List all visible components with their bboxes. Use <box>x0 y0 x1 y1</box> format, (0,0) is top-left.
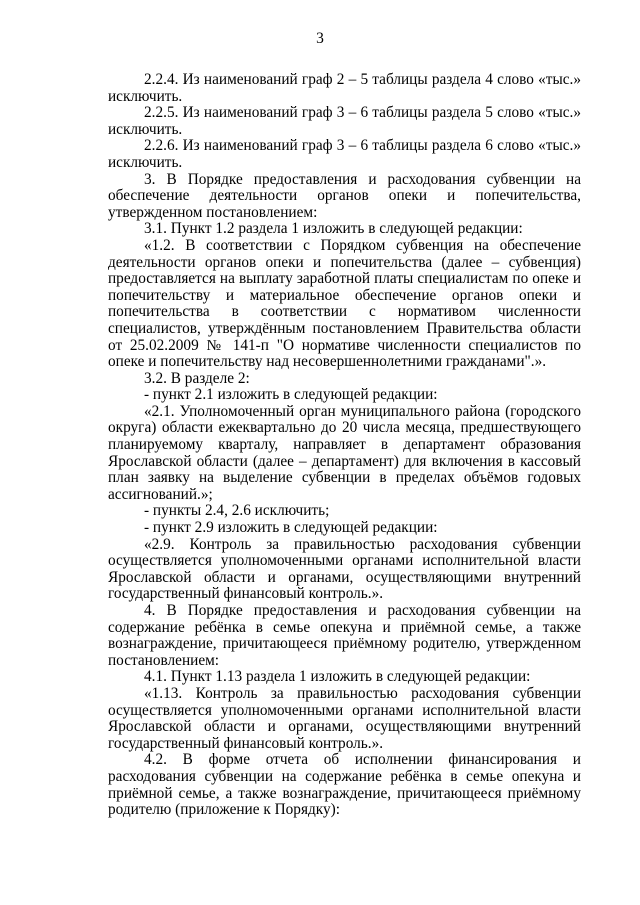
list-item-2-4-2-6: - пункты 2.4, 2.6 исключить; <box>144 502 330 520</box>
paragraph-2-2-5: 2.2.5. Из наименований граф 3 – 6 таблицы раздела 5 слово «тыс.» исключить. <box>108 104 581 138</box>
paragraph-2-2-6: 2.2.6. Из наименований граф 3 – 6 таблицы раздела 6 слово «тыс.» исключить. <box>108 137 581 171</box>
paragraph-2-2-4: 2.2.4. Из наименований граф 2 – 5 таблицы раздела 4 слово «тыс.» исключить. <box>108 71 581 105</box>
quote-2-1: «2.1. Уполномоченный орган муниципального района (городского округа) области ежеквартально до 20 числа месяца, предшествующего планируемому кварталу, направляет в департамент образования Ярославской области (далее – департамент) для включения в кассовый план заявку на выделение субвенции в пределах объёмов годовых ассигнований.»; <box>108 402 581 503</box>
quote-2-9: «2.9. Контроль за правильностью расходования субвенции осуществляется уполномоченными органами исполнительной власти Ярославской области и органами, осуществляющими внутренний государственный финансовый контроль.». <box>108 535 581 603</box>
quote-1-2: «1.2. В соответствии с Порядком субвенция на обеспечение деятельности органов опеки и попечительства (далее – субвенция) предоставляется на выплату заработной платы специалистам по опеке и попечительству и материальное обеспечение органов опеки и попечительства в соответствии с нормативом численности специалистов, утверждённым постановлением Правительства области от 25.02.2009 № 141-п "О нормативе численности специалистов по опеке и попечительству над несовершеннолетними гражданами".». <box>108 236 581 371</box>
list-item-2-1: - пункт 2.1 изложить в следующей редакции: <box>144 386 438 404</box>
paragraph-3-2: 3.2. В разделе 2: <box>144 369 250 387</box>
page-number: 3 <box>316 30 324 47</box>
list-item-2-9: - пункт 2.9 изложить в следующей редакции: <box>144 519 438 537</box>
paragraph-3: 3. В Порядке предоставления и расходования субвенции на обеспечение деятельности органов опеки и попечительства, утвержденном постановлением: <box>108 170 581 221</box>
paragraph-3-1: 3.1. Пункт 1.2 раздела 1 изложить в следующей редакции: <box>144 220 523 238</box>
paragraph-4-1: 4.1. Пункт 1.13 раздела 1 изложить в следующей редакции: <box>144 668 531 686</box>
quote-1-13: «1.13. Контроль за правильностью расходования субвенции осуществляется уполномоченными органами исполнительной власти Ярославской области и органами, осуществляющими внутренний государственный финансовый контроль.». <box>108 684 581 752</box>
paragraph-4: 4. В Порядке предоставления и расходования субвенции на содержание ребёнка в семье опекуна и приёмной семье, а также вознаграждение, причитающееся приёмному родителю, утвержденном постановлением: <box>108 602 581 669</box>
document-body <box>108 72 581 819</box>
paragraph-4-2: 4.2. В форме отчета об исполнении финансирования и расходования субвенции на содержание ребёнка в семье опекуна и приёмной семье, а также вознаграждение, причитающееся приёмному родителю (приложение к Порядку): <box>108 751 581 819</box>
